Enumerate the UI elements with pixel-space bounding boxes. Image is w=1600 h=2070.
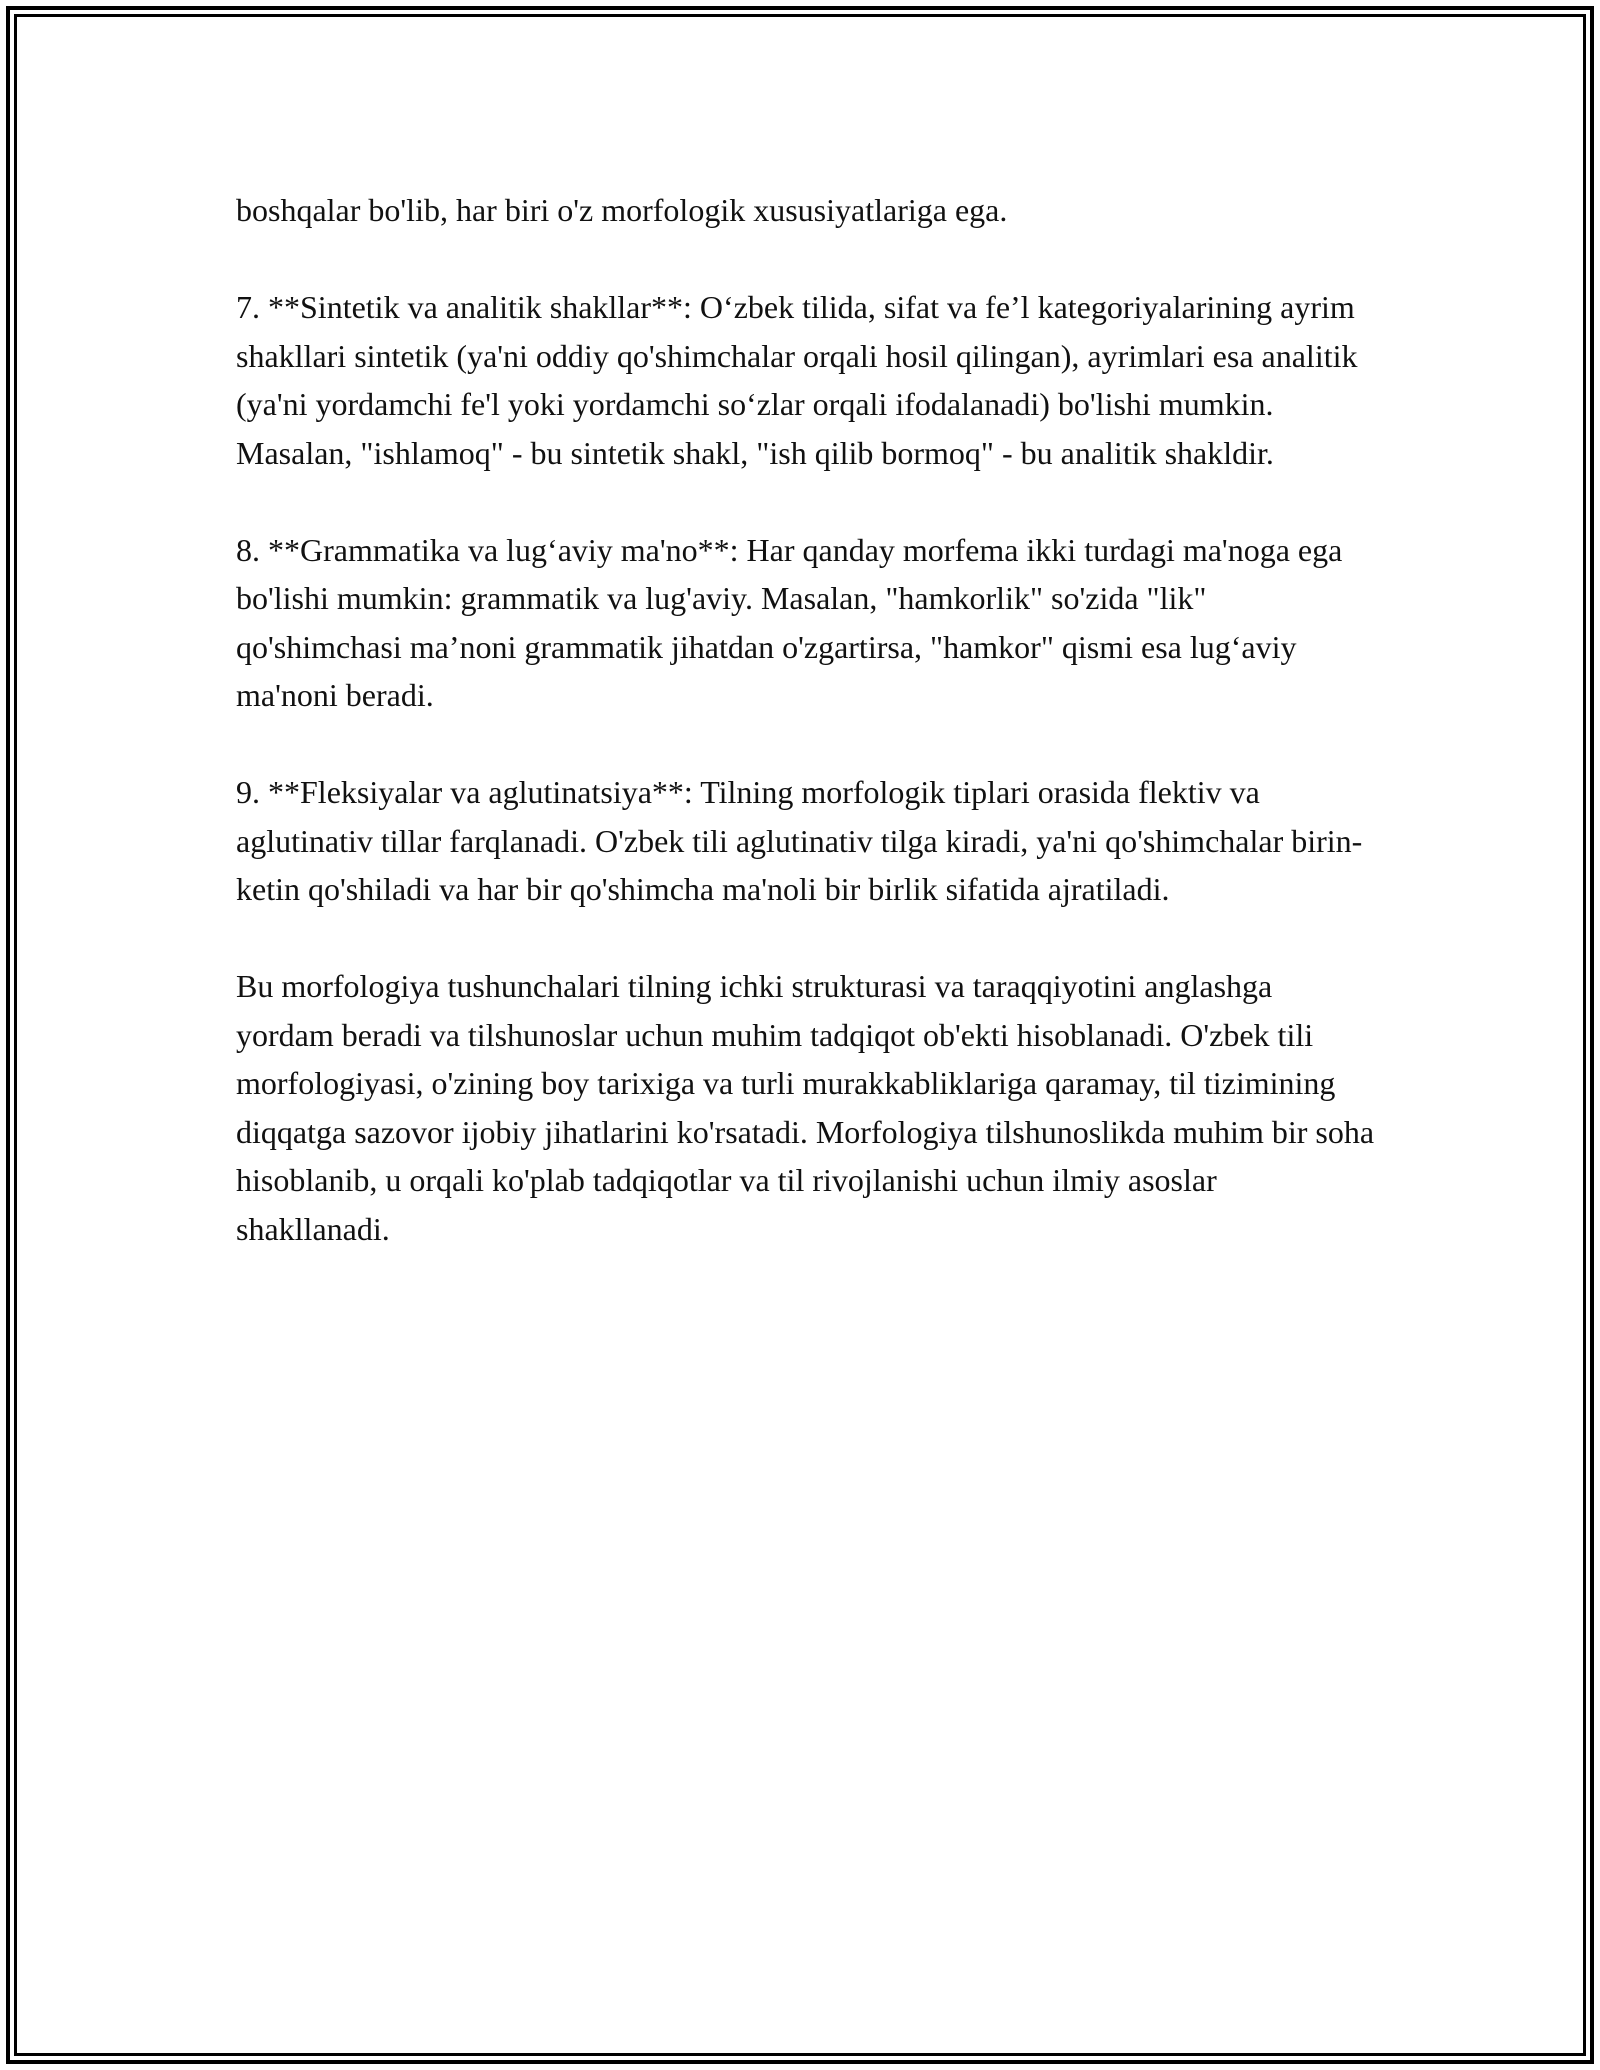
paragraph-item-9: 9. **Fleksiyalar va aglutinatsiya**: Tilning morfologik tiplari orasida flektiv va aglutinativ tillar farqlanadi. O'zbek tili aglutinativ tilga kiradi, ya'ni qo'shimchalar birin-ketin qo'shiladi va har bir qo'shimcha ma'noli bir birlik sifatida ajratiladi. [236,774,1363,907]
paragraph-continuation: boshqalar bo'lib, har biri o'z morfologik xususiyatlariga ega. [236,192,1008,228]
paragraph-item-7: 7. **Sintetik va analitik shakllar**: O‘zbek tilida, sifat va fe’l kategoriyalarining ayrim shakllari sintetik (ya'ni oddiy qo'shimchalar orqali hosil qilingan), ayrimlari esa analitik (ya'ni yordamchi fe'l yoki yordamchi so‘zlar orqali ifodalanadi) bo'lishi mumkin. Masalan, "ishlamoq" - bu sintetik shakl, "ish qilib bormoq" - bu analitik shakldir. [236,289,1358,471]
paragraph-conclusion: Bu morfologiya tushunchalari tilning ichki strukturasi va taraqqiyotini anglashga yordam beradi va tilshunoslar uchun muhim tadqiqot ob'ekti hisoblanadi. O'zbek tili morfologiyasi, o'zining boy tarixiga va turli murakkabliklariga qaramay, til tizimining diqqatga sazovor ijobiy jihatlarini ko'rsatadi. Morfologiya tilshunoslikda muhim bir soha hisoblanib, u orqali ko'plab tadqiqotlar va til rivojlanishi uchun ilmiy asoslar shakllanadi. [236,968,1375,1247]
paragraph-item-8: 8. **Grammatika va lug‘aviy ma'no**: Har qanday morfema ikki turdagi ma'noga ega bo'lishi mumkin: grammatik va lug'aviy. Masalan, "hamkorlik" so'zida "lik" qo'shimchasi ma’noni grammatik jihatdan o'zgartirsa, "hamkor" qismi esa lug‘aviy ma'noni beradi. [236,531,1343,713]
document-body [236,186,1376,1302]
